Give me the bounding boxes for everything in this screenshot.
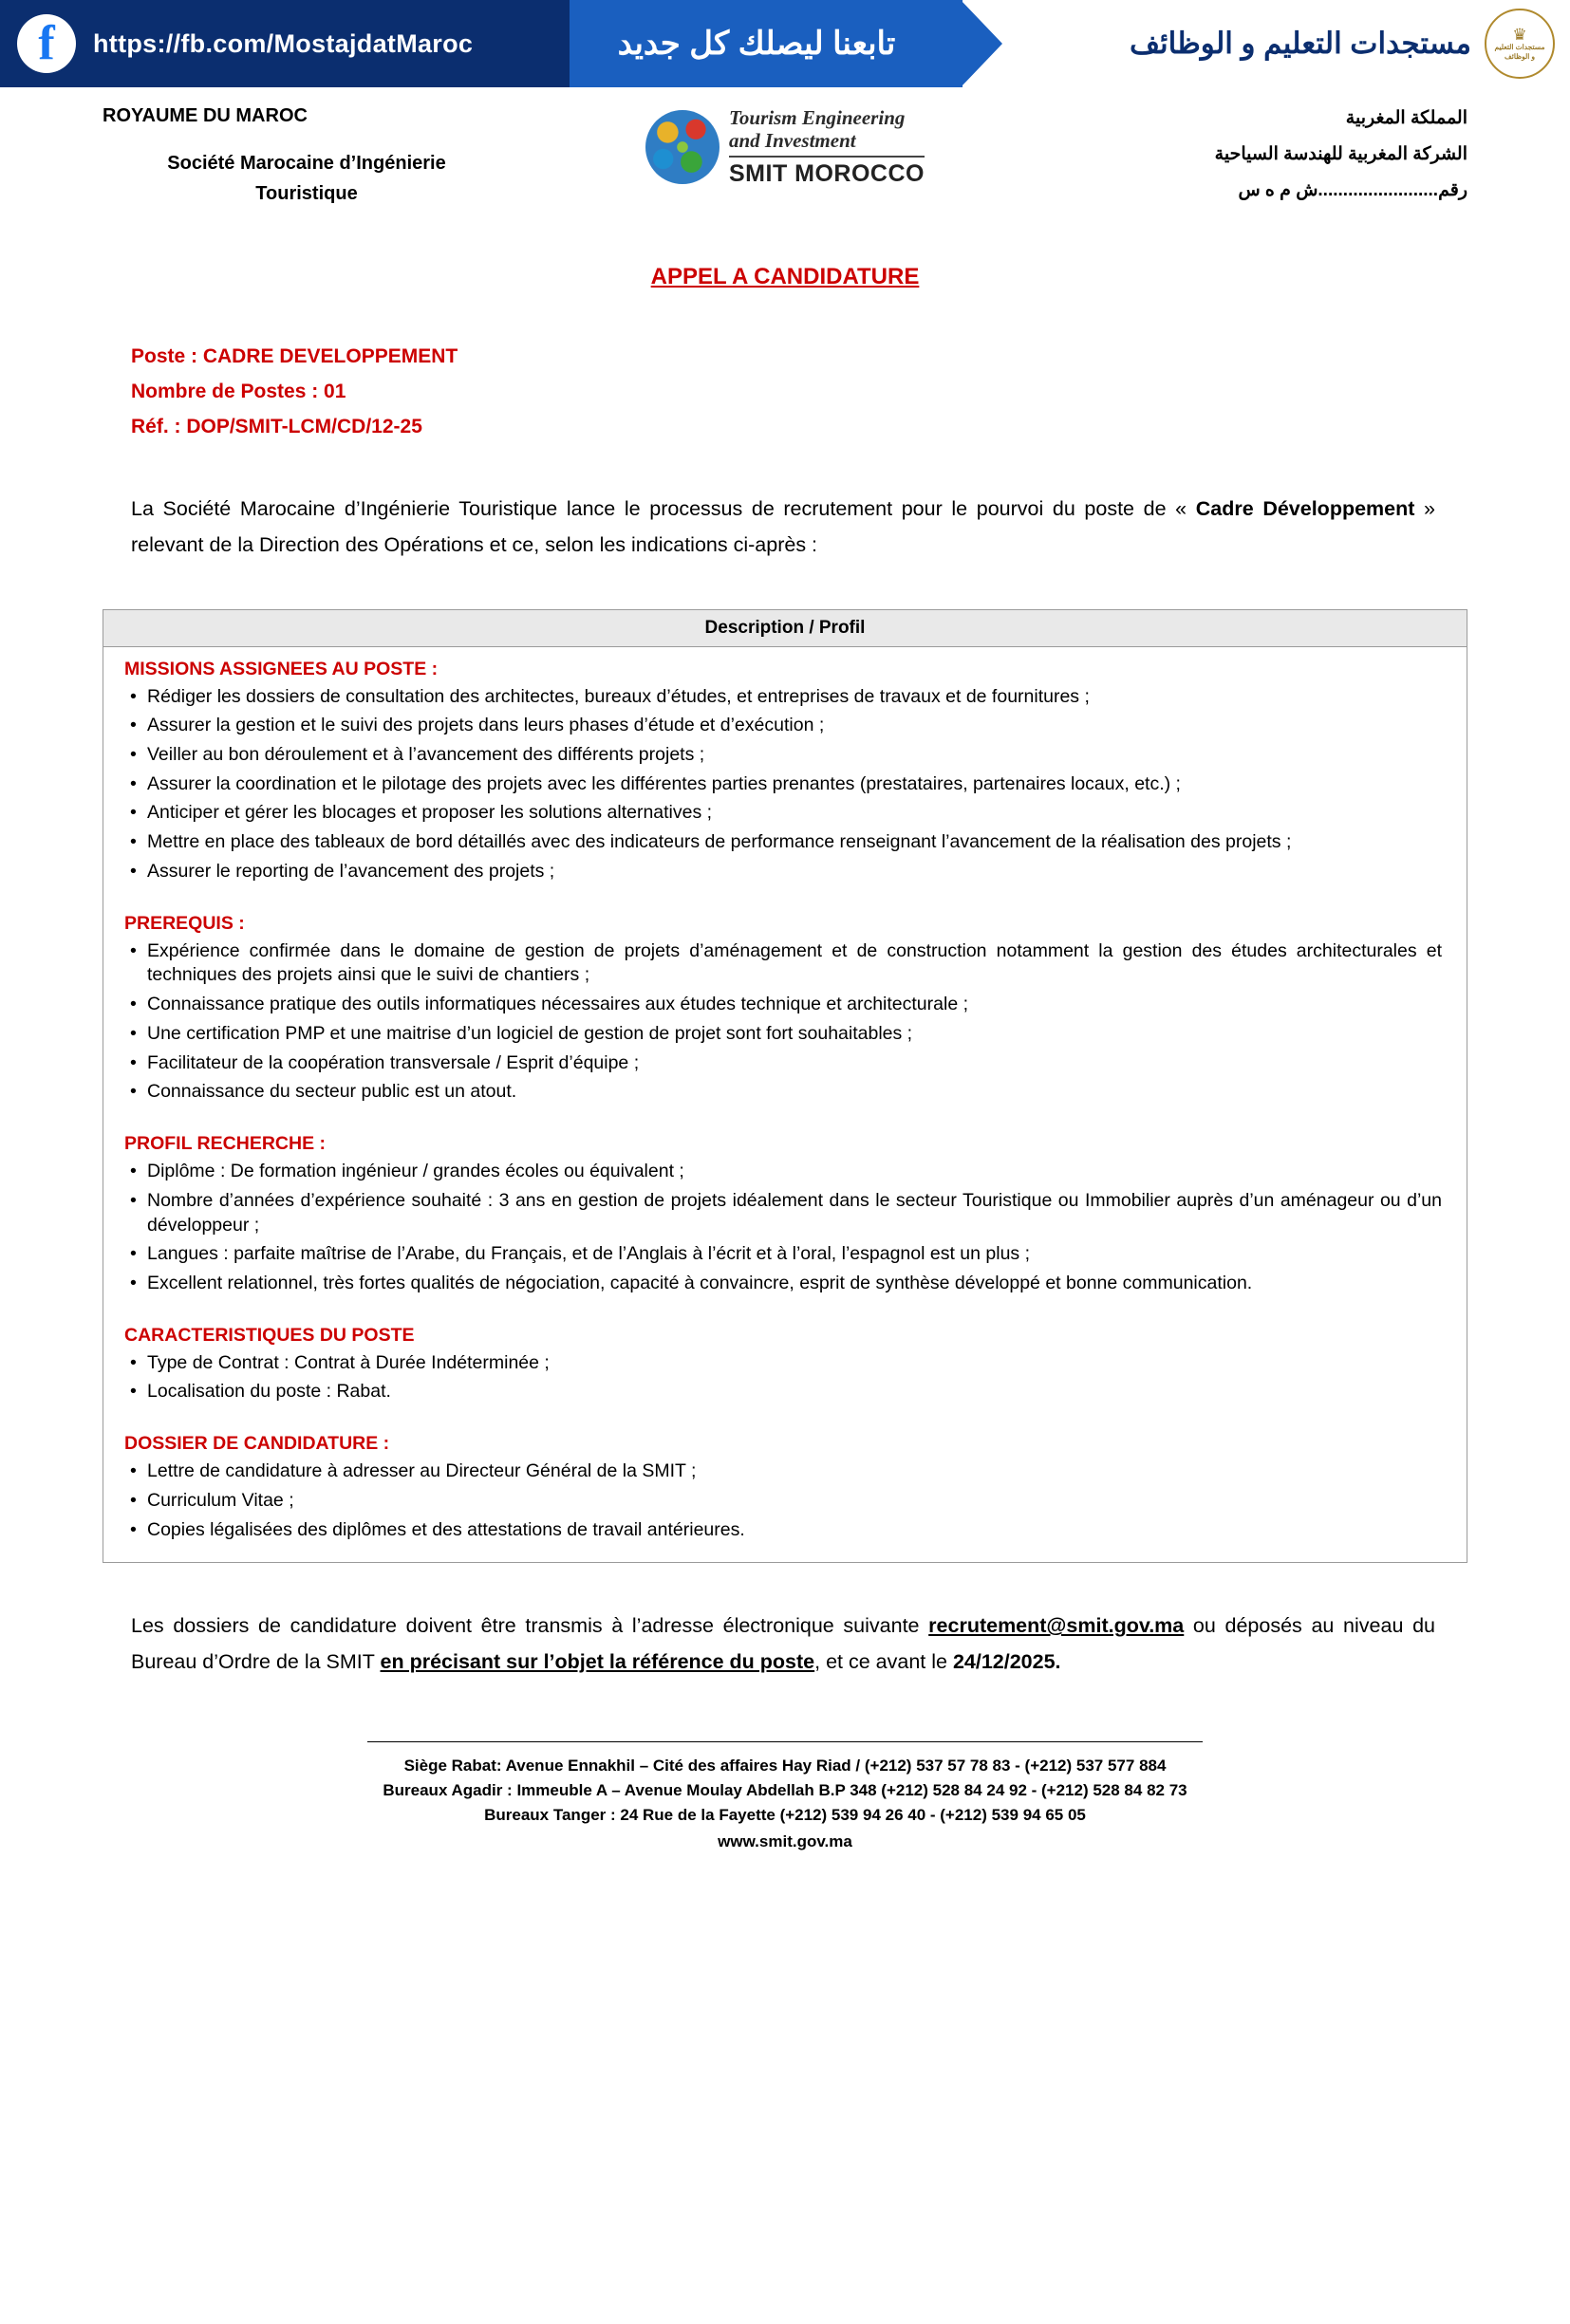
footer-address-tanger: Bureaux Tanger : 24 Rue de la Fayette (+212) 539 94 26 40 - (+212) 539 94 65 05 <box>484 1806 1086 1825</box>
crown-icon: ♛ <box>1512 26 1527 45</box>
list-item: • Mettre en place des tableaux de bord détaillés avec des indicateurs de performance renseignant l’avancement de la réalisation des projets ; <box>119 830 1451 855</box>
dossier-list <box>119 1459 1451 1542</box>
letterhead <box>103 101 1467 243</box>
footer <box>103 1741 1467 1851</box>
list-item: • Assurer la coordination et le pilotage des projets avec les différentes parties prenantes (prestataires, partenaires locaux, etc.) ; <box>119 772 1451 797</box>
smit-logo-text <box>729 106 925 188</box>
list-item: • Expérience confirmée dans le domaine de gestion de projets d’aménagement et de construction notamment la gestion des études architecturales et techniques des projets ainsi que le suivi de chantiers ; <box>119 939 1451 988</box>
footer-address-agadir: Bureaux Agadir : Immeuble A – Avenue Moulay Abdellah B.P 348 (+212) 528 84 24 92 - (+212) 528 84 82 73 <box>383 1780 1187 1799</box>
smit-logo <box>645 106 925 188</box>
closing-part2: ou déposés au niveau du Bureau d’Ordre de la SMIT <box>131 1614 1435 1674</box>
mostajadat-logo-line1: مستجدات التعليم <box>1494 43 1545 52</box>
page-title: APPEL A CANDIDATURE <box>650 264 920 289</box>
list-item: • Diplôme : De formation ingénieur / grandes écoles ou équivalent ; <box>119 1160 1451 1184</box>
closing-paragraph <box>103 1608 1467 1680</box>
footer-divider <box>367 1741 1203 1742</box>
contact-email[interactable]: recrutement@smit.gov.ma <box>928 1614 1185 1638</box>
company-name-ar: الشركة المغربية للهندسة السياحية <box>1214 144 1467 164</box>
profil-list <box>119 1160 1451 1296</box>
company-name-fr-line2: Touristique <box>255 183 358 204</box>
reference-number-ar: رقم........................ش م ه س <box>1238 180 1467 200</box>
poste-count-line: Nombre de Postes : 01 <box>131 380 346 402</box>
letterhead-right <box>1021 101 1467 209</box>
caracteristiques-list <box>119 1351 1451 1404</box>
company-name-fr-line1: Société Marocaine d’Ingénierie <box>167 153 446 174</box>
deadline-date: 24/12/2025. <box>952 1650 1061 1674</box>
smit-tagline-line1: Tourism Engineering <box>729 106 906 129</box>
closing-part3: , et ce avant le <box>814 1650 953 1674</box>
list-item: • Curriculum Vitae ; <box>119 1489 1451 1514</box>
section-title-dossier: DOSSIER DE CANDIDATURE : <box>124 1433 390 1455</box>
intro-bold: Cadre Développement <box>1195 497 1415 521</box>
kingdom-label: ROYAUME DU MAROC <box>103 105 308 126</box>
list-item: • Langues : parfaite maîtrise de l’Arabe, du Français, et de l’Anglais à l’écrit et à l’oral, l’espagnol est un plus ; <box>119 1242 1451 1267</box>
section-title-prerequis: PREREQUIS : <box>124 912 245 934</box>
section-title-profil: PROFIL RECHERCHE : <box>124 1133 326 1155</box>
footer-address-rabat: Siège Rabat: Avenue Ennakhil – Cité des affaires Hay Riad / (+212) 537 57 78 83 - (+212) 537 577 884 <box>403 1756 1167 1775</box>
list-item: • Connaissance du secteur public est un atout. <box>119 1080 1451 1105</box>
section-title-caracteristiques: CARACTERISTIQUES DU POSTE <box>124 1324 415 1346</box>
list-item: • Veiller au bon déroulement et à l’avancement des différents projets ; <box>119 743 1451 768</box>
letterhead-left <box>103 101 511 209</box>
banner-follow-text: تابعنا ليصلك كل جديد <box>617 26 896 62</box>
missions-list <box>119 685 1451 884</box>
facebook-url[interactable]: https://fb.com/MostajdatMaroc <box>93 28 474 58</box>
table-body <box>103 647 1467 1563</box>
list-item: • Facilitateur de la coopération transversale / Esprit d’équipe ; <box>119 1051 1451 1076</box>
list-item: • Assurer la gestion et le suivi des projets dans leurs phases d’étude et d’exécution ; <box>119 714 1451 738</box>
poste-info <box>103 340 1467 444</box>
banner-middle-block <box>570 0 963 87</box>
poste-title-line: Poste : CADRE DEVELOPPEMENT <box>131 345 458 367</box>
section-title-missions: MISSIONS ASSIGNEES AU POSTE : <box>124 658 439 679</box>
list-item: • Connaissance pratique des outils informatiques nécessaires aux études technique et architecturale ; <box>119 993 1451 1017</box>
kingdom-label-ar: المملكة المغربية <box>1345 108 1467 128</box>
list-item: • Nombre d’années d’expérience souhaité : 3 ans en gestion de projets idéalement dans le secteur Touristique ou Immobilier auprès d’un aménageur ou d’un développeur ; <box>119 1189 1451 1237</box>
description-table <box>103 609 1467 1564</box>
list-item: • Excellent relationnel, très fortes qualités de négociation, capacité à convaincre, esprit de synthèse développé et bonne communication. <box>119 1272 1451 1296</box>
mostajadat-logo-line2: و الوظائف <box>1504 51 1536 61</box>
list-item: • Anticiper et gérer les blocages et proposer les solutions alternatives ; <box>119 801 1451 826</box>
list-item: • Type de Contrat : Contrat à Durée Indéterminée ; <box>119 1351 1451 1376</box>
list-item: • Une certification PMP et une maitrise d’un logiciel de gestion de projet sont fort souhaitables ; <box>119 1022 1451 1047</box>
smit-globe-icon <box>645 110 720 184</box>
smit-tagline-line2: and Investment <box>729 129 856 153</box>
mostajadat-logo <box>1485 9 1555 79</box>
list-item: • Assurer le reporting de l’avancement des projets ; <box>119 860 1451 884</box>
intro-part2: » relevant de la Direction des Opérations et ce, selon les indications ci-après : <box>131 497 1436 556</box>
table-header: Description / Profil <box>103 610 1467 647</box>
footer-website[interactable]: www.smit.gov.ma <box>718 1831 852 1850</box>
banner-site-name: مستجدات التعليم و الوظائف <box>1129 27 1471 60</box>
closing-emphasis: en précisant sur l’objet la référence du poste <box>380 1650 815 1674</box>
banner-right-block <box>963 0 1570 87</box>
list-item: • Rédiger les dossiers de consultation des architectes, bureaux d’études, et entreprises de travaux et de fournitures ; <box>119 685 1451 710</box>
smit-logo-name: SMIT MOROCCO <box>729 156 925 188</box>
document-content <box>0 101 1570 1851</box>
facebook-icon: f <box>17 14 76 73</box>
intro-paragraph <box>103 492 1467 563</box>
promo-banner <box>0 0 1570 87</box>
poste-reference-line: Réf. : DOP/SMIT-LCM/CD/12-25 <box>131 415 422 437</box>
list-item: • Lettre de candidature à adresser au Directeur Général de la SMIT ; <box>119 1459 1451 1484</box>
list-item: • Localisation du poste : Rabat. <box>119 1380 1451 1404</box>
closing-part1: Les dossiers de candidature doivent être transmis à l’adresse électronique suivante <box>131 1614 929 1638</box>
prerequis-list <box>119 939 1451 1105</box>
intro-part1: La Société Marocaine d’Ingénierie Touristique lance le processus de recrutement pour le pourvoi du poste de « <box>131 497 1196 521</box>
banner-facebook-block[interactable] <box>0 0 570 87</box>
list-item: • Copies légalisées des diplômes et des attestations de travail antérieures. <box>119 1518 1451 1543</box>
